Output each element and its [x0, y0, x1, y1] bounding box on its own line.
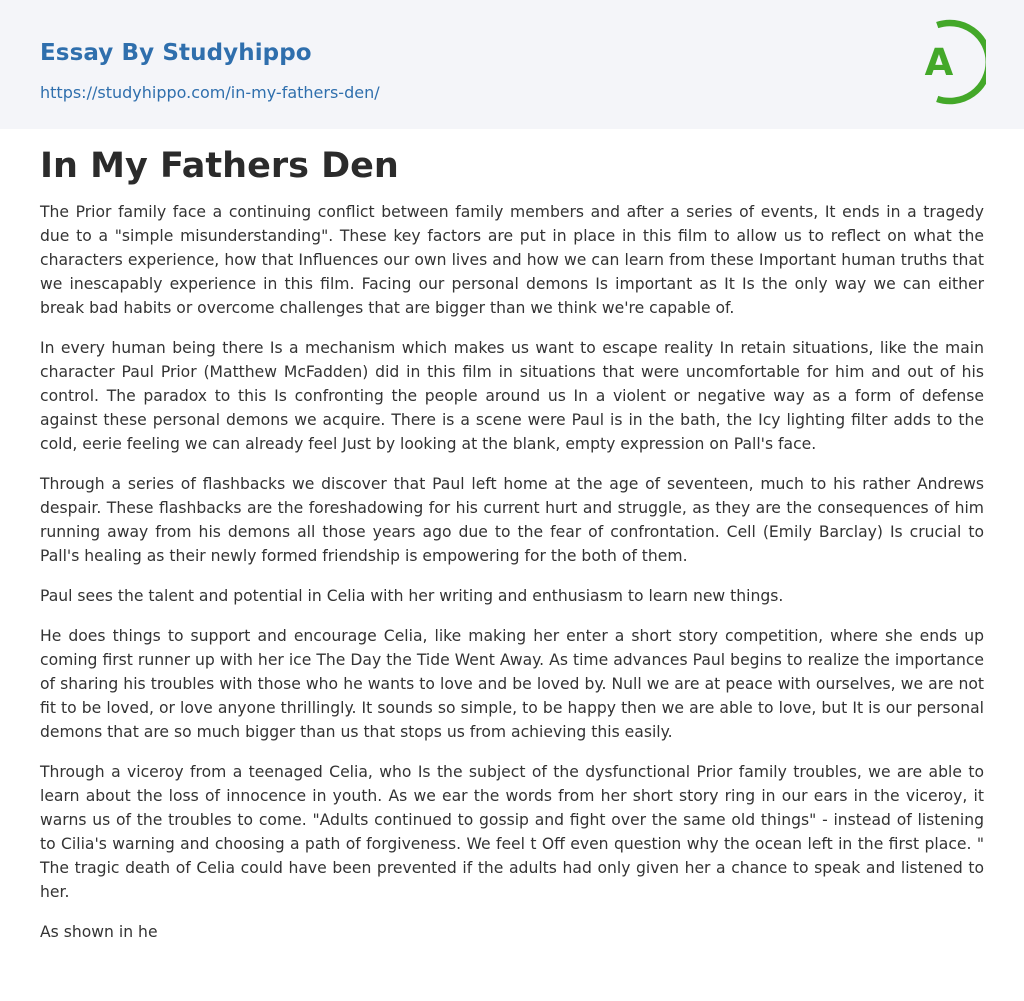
logo-letter: A — [924, 41, 954, 84]
essay-paragraph: Through a viceroy from a teenaged Celia, who Is the subject of the dysfunctional Prior family troubles, we are able to learn about the loss of innocence in youth. As we ear the words from her short story ring in our ears in the viceroy, it warns us of the troubles to come. "Adults continued to gossip and fight over the same old things" - instead of listening to Cilia's warning and choosing a path of forgiveness. We feel t Off even question why the ocean left in the first place. " The tragic death of Celia could have been prevented if the adults had only given her a chance to speak and listened to her. — [40, 763, 984, 901]
essay-paragraph: Through a series of flashbacks we discover that Paul left home at the age of seventeen, much to his rather Andrews despair. These flashbacks are the foreshadowing for his current hurt and struggle, as they are the consequences of him running away from his demons all those years ago due to the fear of confrontation. Cell (Emily Barclay) Is crucial to Pall's healing as their newly formed friendship is empowering for the both of them. — [40, 475, 984, 565]
site-header — [0, 0, 1024, 129]
essay-paragraph: As shown in he — [40, 923, 158, 941]
essay-body — [40, 200, 984, 960]
essay-paragraph: He does things to support and encourage Celia, like making her enter a short story competition, where she ends up coming first runner up with her ice The Day the Tide Went Away. As time advances Paul begins to realize the importance of sharing his troubles with those who he wants to love and be loved by. Null we are at peace with ourselves, we are not fit to be loved, or love anyone thrillingly. It sounds so simple, to be happy then we are able to love, but It is our personal demons that are so much bigger than us that stops us from achieving this easily. — [40, 627, 984, 741]
essay-paragraph: In every human being there Is a mechanism which makes us want to escape reality In retain situations, like the main character Paul Prior (Matthew McFadden) did in this film in situations that were uncomfortable for him and out of his control. The paradox to this Is confronting the people around us In a violent or negative way as a form of defense against these personal demons we acquire. There is a scene were Paul is in the bath, the Icy lighting filter adds to the cold, eerie feeling we can already feel Just by looking at the blank, empty expression on Pall's face. — [40, 339, 984, 453]
essay-paragraph: The Prior family face a continuing conflict between family members and after a series of events, It ends in a tragedy due to a "simple misunderstanding". These key factors are put in place in this film to allow us to reflect on what the characters experience, how that Influences our own lives and how we can learn from these Important human truths that we inescapably experience in this film. Facing our personal demons Is important as It Is the only way we can either break bad habits or overcome challenges that are bigger than we think we're capable of. — [40, 203, 984, 317]
essay-title: In My Fathers Den — [40, 146, 399, 186]
essay-paragraph: Paul sees the talent and potential in Celia with her writing and enthusiasm to learn new things. — [40, 587, 784, 605]
page-url-link[interactable]: https://studyhippo.com/in-my-fathers-den/ — [40, 83, 380, 102]
studyhippo-logo-icon[interactable] — [912, 18, 986, 106]
site-brand[interactable]: Essay By Studyhippo — [40, 40, 312, 66]
